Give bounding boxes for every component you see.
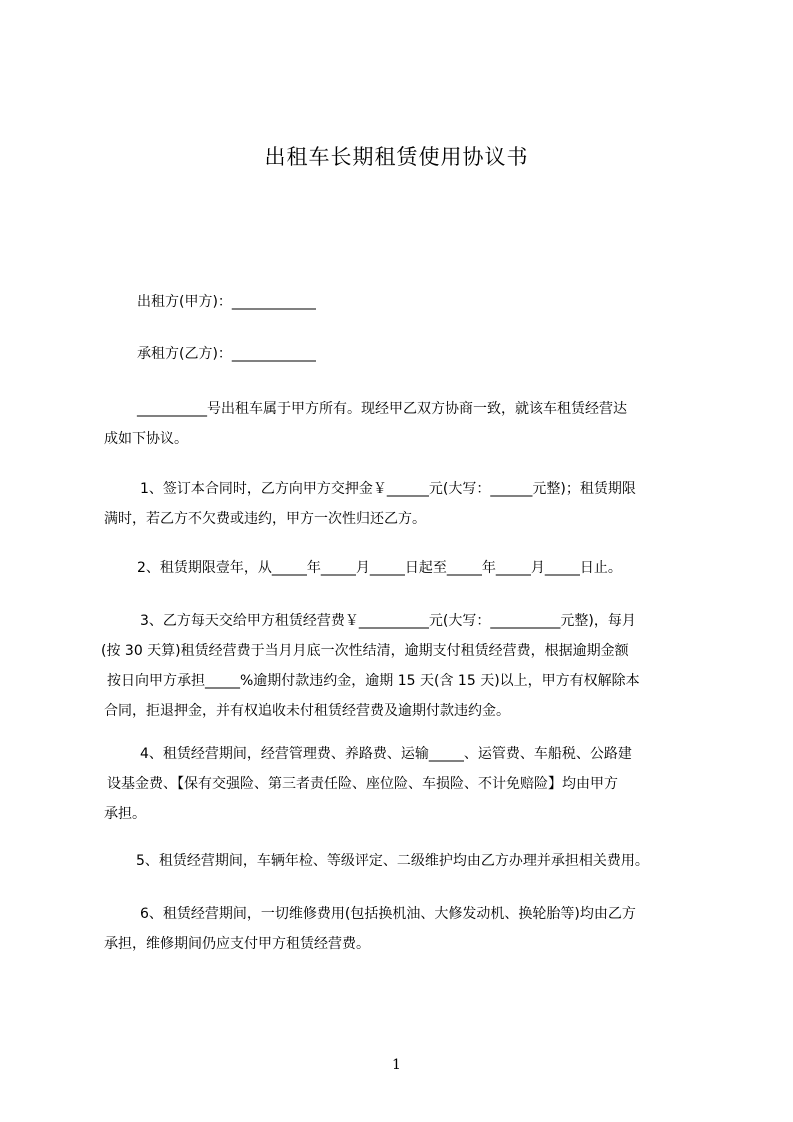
paragraph-line: 承担。	[104, 806, 146, 822]
clause-1	[104, 474, 729, 534]
paragraph-line: 按日向甲方承担_____%逾期付款违约金，逾期 15 天(含 15 天)以上，甲方有权解除本	[107, 673, 640, 689]
paragraph-line: 合同，拒退押金，并有权追收未付租赁经营费及逾期付款违约金。	[104, 703, 510, 719]
paragraph-line: 6、租赁经营期间，一切维修费用(包括换机油、大修发动机、换轮胎等)均由乙方	[140, 906, 636, 922]
paragraph-line: 5、租赁经营期间，车辆年检、等级评定、二级维护均由乙方办理并承担相关费用。	[136, 853, 649, 869]
paragraph-line: 2、租赁期限壹年，从_____年_____月_____日起至_____年_____月_____日止。	[137, 560, 622, 576]
clause-3	[101, 606, 729, 726]
clause-6	[104, 899, 729, 959]
paragraph-line: 设基金费、【保有交强险、第三者责任险、座位险、车损险、不计免赔险】均由甲方	[107, 776, 618, 792]
document-title: 出租车长期租赁使用协议书	[264, 145, 529, 169]
clause-2	[104, 553, 729, 583]
paragraph-line: __________号出租车属于甲方所有。现经甲乙双方协商一致，就该车租赁经营达	[137, 401, 627, 417]
page-number: 1	[392, 1057, 401, 1073]
paragraph-line: 1、签订本合同时，乙方向甲方交押金￥______元(大写：______元整)；租赁期限	[140, 481, 636, 497]
clause-4	[104, 739, 729, 829]
clause-5	[104, 846, 734, 876]
paragraph-line: 3、乙方每天交给甲方租赁经营费￥__________元(大写：__________元整)，每月	[140, 613, 636, 629]
party-b-line: 承租方(乙方)：____________	[137, 346, 316, 362]
paragraph-line: 承担，维修期间仍应支付甲方租赁经营费。	[104, 936, 370, 952]
paragraph-line: 4、租赁经营期间，经营管理费、养路费、运输_____、运管费、车船税、公路建	[140, 746, 632, 762]
paragraph-line: 满时，若乙方不欠费或违约，甲方一次性归还乙方。	[104, 511, 426, 527]
paragraph-intro	[104, 394, 729, 454]
paragraph-line: (按 30 天算)租赁经营费于当月月底一次性结清，逾期支付租赁经营费，根据逾期金额	[101, 643, 629, 659]
party-a-line: 出租方(甲方)：____________	[137, 294, 316, 310]
paragraph-line: 成如下协议。	[104, 431, 188, 447]
